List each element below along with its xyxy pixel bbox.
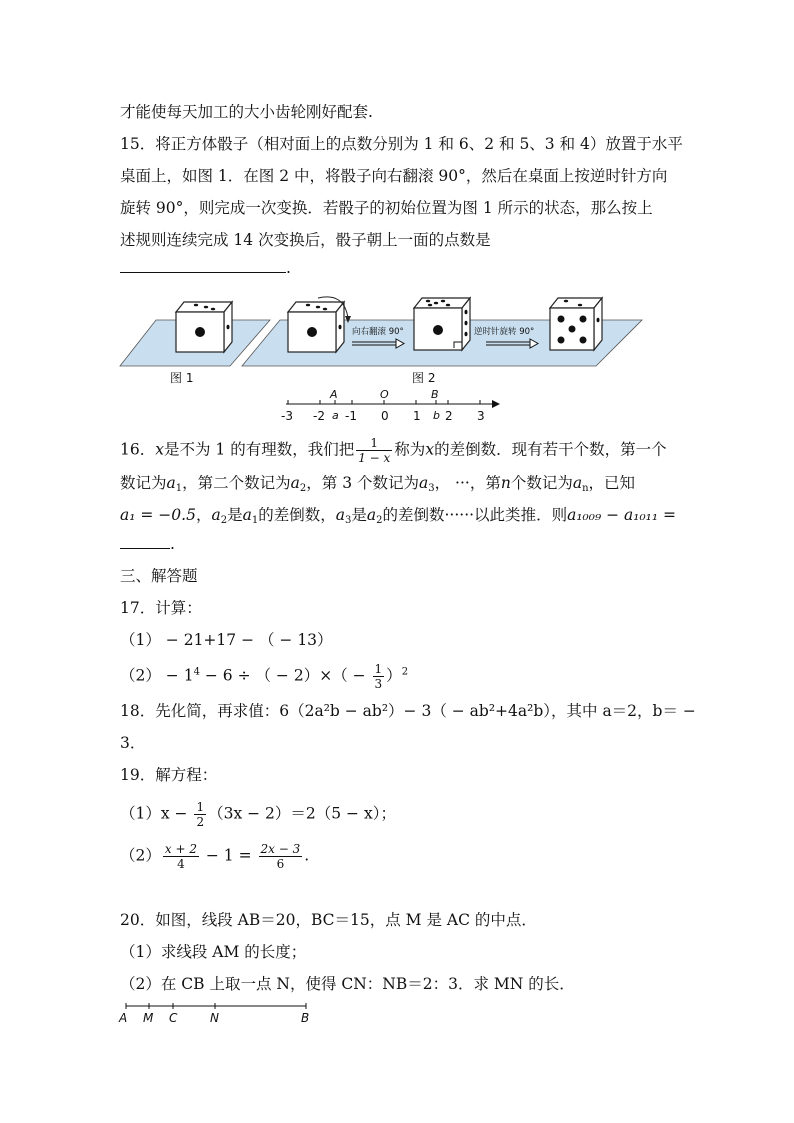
point-O-label: O [380,388,389,401]
seg-point-B: B [301,1011,310,1025]
tick-label: 1 [413,409,421,423]
tick-label: 3 [477,409,485,423]
fig1-label: 图 1 [170,371,194,385]
tick-label: 0 [381,409,389,423]
q16-line-2: 数记为$a_1$，第二个数记为$a_2$，第 3 个数记为$a_3$， ···，第n个数记为$a_n$，已知 [120,474,636,494]
seg-point-M: M [143,1011,154,1025]
q15-line-2: 桌面上，如图 1．在图 2 中，将骰子向右翻滚 90°，然后在桌面上按逆时针方向 [120,167,668,185]
q19-fraction-2: $\frac{x + 2}{4}$ [164,842,197,871]
q19-title: 19．解方程： [120,766,218,784]
die-3 [414,298,470,350]
tick-label: -3 [281,409,293,423]
q16-answer-line: . [120,534,175,554]
q17-fraction: $\frac{1}{3}$ [374,662,383,691]
answer-blank [120,258,286,273]
section-heading: 三、解答题 [120,567,198,585]
point-A-label: A [330,388,338,401]
seg-point-C: C [169,1011,178,1025]
seg-point-N: N [210,1011,219,1025]
die-2 [288,297,351,352]
q20-part2: （2）在 CB 上取一点 N，使得 CN：NB＝2：3．求 MN 的长． [120,975,575,993]
fig2-label: 图 2 [412,371,436,385]
q17-title: 17．计算： [120,599,202,617]
die-1 [176,302,232,352]
q16-fraction: $\frac{1}{1 - x}$ [358,436,391,465]
q19-fraction-3: $\frac{2x - 3}{6}$ [260,842,301,871]
q17-part1: （1） − 21+17 − （ − 13） [120,631,333,649]
segment-figure [114,1000,324,1026]
q19-part2: （2） $\frac{x + 2}{4}$ − 1 = $\frac{2x - 3}{6}$ . [120,842,310,871]
q20-line-1: 20．如图，线段 AB＝20，BC＝15，点 M 是 AC 的中点． [120,911,537,929]
q18-line-2: 3． [120,734,146,752]
q19-part1: （1）x − $\frac{1}{2}$ （3x − 2）＝2（5 − x）； [120,800,396,829]
q16-answer-blank [120,534,170,549]
q15-line-4: 述规则连续完成 14 次变换后，骰子朝上一面的点数是 [120,231,491,249]
point-B-label: B [431,388,439,401]
point-b-mark: b [433,409,440,422]
tick-label: -1 [345,409,357,423]
number-line [274,386,504,426]
die-4 [550,298,602,350]
point-a-mark: a [332,409,339,422]
q16-line-3: a₁ = −0.5，$a_2$是$a_1$的差倒数，$a_3$是$a_2$的差倒数······以此类推．则a₁₀₀₉ − a₁₀₁₁ = [120,506,677,526]
dice-figure [118,290,658,386]
q15-answer-line: . [120,258,291,278]
q17-part2: $(2) - 1^4 - 6$ ÷ （ − 2）×（ − $\frac{1}{3}$ ）$^2$ [120,662,409,691]
q15-line-1: 15．将正方体骰子（相对面上的点数分别为 1 和 6、2 和 5、3 和 4）放置于水平 [120,135,683,153]
text-line-1: 才能使每天加工的大小齿轮刚好配套. [120,103,373,121]
q20-part1: （1）求线段 AM 的长度； [120,943,307,961]
q16-line-1: 16．x是不为 1 的有理数，我们把 $\frac{1}{1 - x}$ 称为x的差倒数．现有若干个数，第一个 [120,436,667,465]
svg-text:向右翻滚 90°: 向右翻滚 90° [352,327,404,337]
svg-text:逆时针旋转 90°: 逆时针旋转 90° [474,327,535,337]
q18-line-1: 18．先化简，再求值：6（2a²b − ab²）− 3（ − ab²+4a²b），其中 a＝2，b＝ − [120,702,696,720]
tick-label: -2 [313,409,325,423]
tick-label: 2 [445,409,453,423]
q19-fraction-1: $\frac{1}{2}$ [196,800,205,829]
seg-point-A: A [119,1011,128,1025]
q15-line-3: 旋转 90°，则完成一次变换．若骰子的初始位置为图 1 所示的状态，那么按上 [120,199,653,217]
